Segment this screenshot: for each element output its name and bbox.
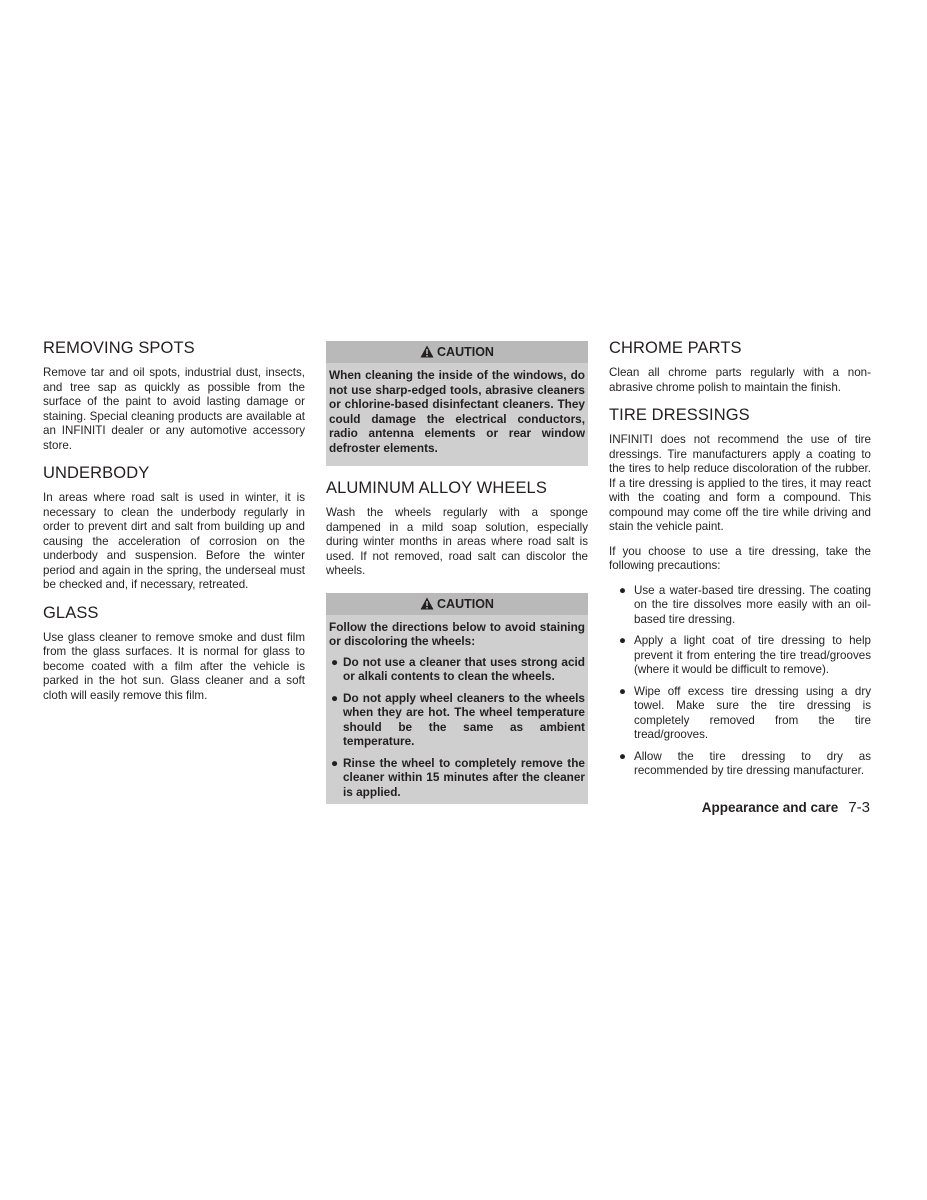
aluminum-wheels-heading: ALUMINUM ALLOY WHEELS xyxy=(326,479,547,497)
bullet-icon: ● xyxy=(619,684,627,698)
underbody-heading: UNDERBODY xyxy=(43,464,150,482)
list-item: ● Use a water-based tire dressing. The coating on the tire dissolves more easily with an oil-based tire dressing. xyxy=(619,583,871,626)
removing-spots-heading: REMOVING SPOTS xyxy=(43,339,195,357)
bullet-icon: ● xyxy=(619,749,627,763)
caution-wheels-list xyxy=(329,655,585,800)
tire-dressings-heading: TIRE DRESSINGS xyxy=(609,406,750,424)
bullet-icon: ● xyxy=(331,690,339,705)
page-footer xyxy=(702,799,870,816)
caution-wheels-intro: Follow the directions below to avoid staining or discoloring the wheels: xyxy=(329,619,585,648)
caution-header xyxy=(326,341,588,363)
glass-body: Use glass cleaner to remove smoke and dust film from the glass surfaces. It is normal for glass to become coated with a film after the vehicle is parked in the hot sun. Glass cleaner and a soft cloth will easily remove this film. xyxy=(43,630,305,702)
list-item: ● Allow the tire dressing to dry as recommended by tire dressing manufacturer. xyxy=(619,749,871,777)
column-right xyxy=(609,338,871,786)
column-left xyxy=(43,338,305,713)
tire-dressings-list xyxy=(609,584,871,779)
column-middle xyxy=(326,341,588,816)
list-item: ● Rinse the wheel to completely remove the cleaner within 15 minutes after the cleaner is applied. xyxy=(331,755,585,799)
caution-header xyxy=(326,593,588,615)
warning-triangle-icon xyxy=(420,597,434,610)
underbody-body: In areas where road salt is used in winter, it is necessary to clean the underbody regularly in order to prevent dirt and salt from building up and causing the acceleration of corrosion on the underbody and suspension. Before the winter period and again in the spring, the underseal must be checked and, if necessary, retreated. xyxy=(43,491,305,591)
tire-dressings-intro: If you choose to use a tire dressing, take the following precautions: xyxy=(609,544,871,572)
footer-section-title: Appearance and care xyxy=(701,800,839,815)
list-item: ● Do not use a cleaner that uses strong acid or alkali contents to clean the wheels. xyxy=(331,654,585,683)
bullet-icon: ● xyxy=(619,634,627,647)
bullet-icon: ● xyxy=(331,654,339,669)
aluminum-wheels-body: Wash the wheels regularly with a sponge dampened in a mild soap solution, especially during winter months in areas where road salt is used. If not removed, road salt can discolor the wheels. xyxy=(326,506,588,577)
bullet-icon: ● xyxy=(331,755,339,770)
list-item: ● Do not apply wheel cleaners to the wheels when they are hot. The wheel temperature should be the same as ambient temperature. xyxy=(331,690,585,748)
chrome-parts-body: Clean all chrome parts regularly with a non-abrasive chrome polish to maintain the finish. xyxy=(609,366,871,394)
caution-box-wheels xyxy=(326,593,588,805)
caution-label: CAUTION xyxy=(437,345,494,359)
warning-triangle-icon xyxy=(420,345,434,358)
chrome-parts-heading: CHROME PARTS xyxy=(609,339,742,357)
caution-label: CAUTION xyxy=(437,596,494,611)
removing-spots-body: Remove tar and oil spots, industrial dust, insects, and tree sap as quickly as possible from the surface of the paint to avoid lasting damage or staining. Special cleaning products are available at an INFINITI dealer or any automotive accessory store. xyxy=(43,366,305,452)
list-item: ● Wipe off excess tire dressing using a dry towel. Make sure the tire dressing is completely removed from the tire tread/grooves. xyxy=(619,684,871,741)
page-number: 7-3 xyxy=(848,799,870,816)
list-item: ● Apply a light coat of tire dressing to help prevent it from entering the tire tread/grooves (where it would be difficult to remove). xyxy=(619,634,871,676)
tire-dressings-body: INFINITI does not recommend the use of tire dressings. Tire manufacturers apply a coating to the tires to help reduce discoloration of the rubber. If a tire dressing is applied to the tires, it may react with the coating and form a compound. This compound may come off the tire while driving and stain the vehicle paint. xyxy=(609,433,871,533)
caution-windows-body: When cleaning the inside of the windows, do not use sharp-edged tools, abrasive cleaners or chlorine-based disinfectant cleaners. They could damage the electrical conductors, radio antenna elements or rear window defroster elements. xyxy=(329,368,585,455)
bullet-icon: ● xyxy=(619,583,627,597)
glass-heading: GLASS xyxy=(43,603,99,622)
caution-box-windows xyxy=(326,341,588,466)
